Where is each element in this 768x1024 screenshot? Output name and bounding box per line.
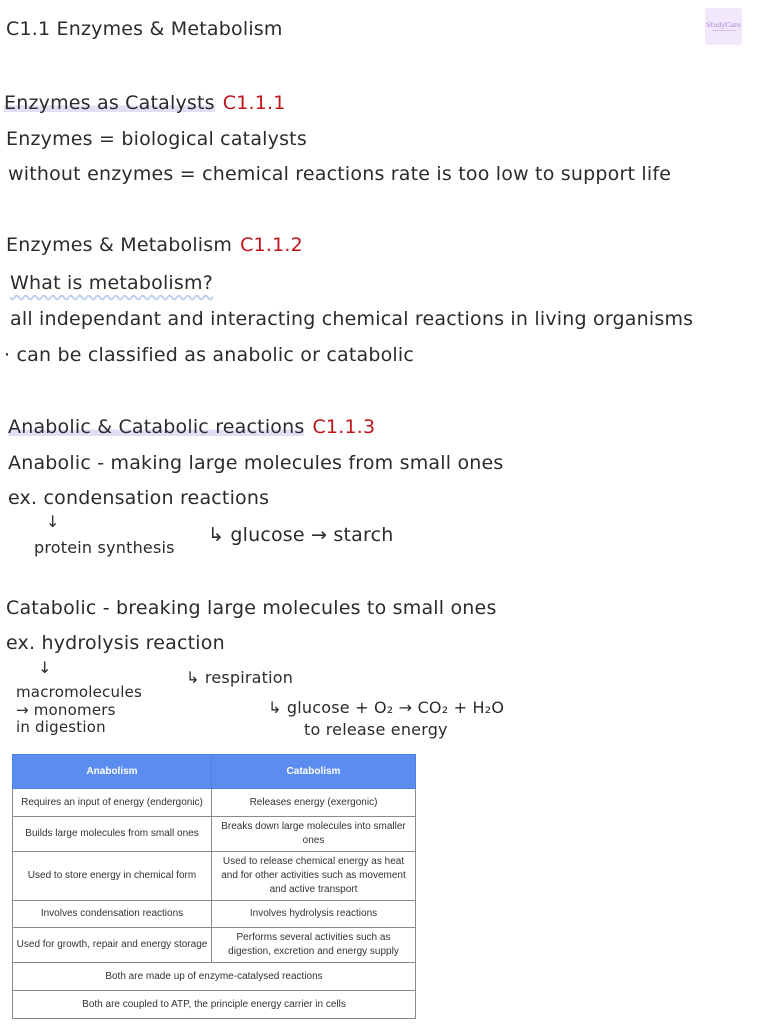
metabolism-question <box>10 272 213 294</box>
table-cell: Breaks down large molecules into smaller ones <box>212 817 416 852</box>
table-row <box>13 991 416 1019</box>
release-energy-note: to release energy <box>304 720 448 739</box>
table-cell: Requires an input of energy (endergonic) <box>13 789 212 817</box>
table-cell: Used for growth, repair and energy storage <box>13 928 212 963</box>
table-row <box>13 901 416 928</box>
glucose-starch-example: ↳ glucose → starch <box>208 524 394 546</box>
enzymes-definition: Enzymes = biological catalysts <box>6 128 307 150</box>
without-enzymes-note: without enzymes = chemical reactions rate is too low to support life <box>8 163 672 185</box>
table-cell: Performs several activities such as digestion, excretion and energy supply <box>212 928 416 963</box>
page-title: C1.1 Enzymes & Metabolism <box>6 18 283 40</box>
syllabus-code: C1.1.1 <box>222 92 286 114</box>
table-cell: Builds large molecules from small ones <box>13 817 212 852</box>
anabolism-catabolism-table <box>12 754 416 1019</box>
logo-text: StudyCare <box>706 20 741 29</box>
syllabus-code: C1.1.2 <box>240 234 303 256</box>
section-heading-reactions <box>8 416 375 438</box>
table-row <box>13 963 416 991</box>
respiration-example: ↳ respiration <box>186 668 294 687</box>
protein-synthesis-example: protein synthesis <box>34 538 175 557</box>
table-cell-shared: Both are coupled to ATP, the principle energy carrier in cells <box>13 991 416 1019</box>
table-row <box>13 928 416 963</box>
table-cell: Used to store energy in chemical form <box>13 852 212 901</box>
metabolism-classification: · can be classified as anabolic or catabolic <box>4 344 415 366</box>
table-row <box>13 852 416 901</box>
macromolecules-line: macromolecules <box>16 683 143 701</box>
anabolic-example: ex. condensation reactions <box>8 487 270 509</box>
table-cell: Involves condensation reactions <box>13 901 212 928</box>
syllabus-code: C1.1.3 <box>312 416 376 438</box>
table-cell: Releases energy (exergonic) <box>212 789 416 817</box>
logo-underline <box>712 30 736 31</box>
anabolic-definition: Anabolic - making large molecules from small ones <box>8 452 504 474</box>
table-row <box>13 789 416 817</box>
heading-text: Anabolic & Catabolic reactions <box>8 416 305 438</box>
section-heading-metabolism <box>6 234 303 256</box>
table-cell: Involves hydrolysis reactions <box>212 901 416 928</box>
monomers-line: → monomers <box>16 701 116 719</box>
section-heading-catalysts <box>4 92 286 114</box>
header-anabolism: Anabolism <box>13 755 212 789</box>
metabolism-definition: all independant and interacting chemical reactions in living organisms <box>10 308 694 330</box>
down-arrow: ↓ <box>38 658 52 677</box>
respiration-equation: ↳ glucose + O₂ → CO₂ + H₂O <box>268 698 505 717</box>
heading-text: Enzymes as Catalysts <box>4 92 215 114</box>
table-cell-shared: Both are made up of enzyme-catalysed reactions <box>13 963 416 991</box>
table-cell: Used to release chemical energy as heat and for other activities such as movement and active transport <box>212 852 416 901</box>
catabolic-example: ex. hydrolysis reaction <box>6 632 225 654</box>
heading-text: Enzymes & Metabolism <box>6 234 233 256</box>
studycare-logo <box>705 8 742 45</box>
table-header-row <box>13 755 416 789</box>
table-row <box>13 817 416 852</box>
catabolic-definition: Catabolic - breaking large molecules to small ones <box>6 597 497 619</box>
digestion-line: in digestion <box>16 718 106 736</box>
question-text: What is metabolism? <box>10 272 214 294</box>
header-catabolism: Catabolism <box>212 755 416 789</box>
down-arrow: ↓ <box>46 512 60 531</box>
